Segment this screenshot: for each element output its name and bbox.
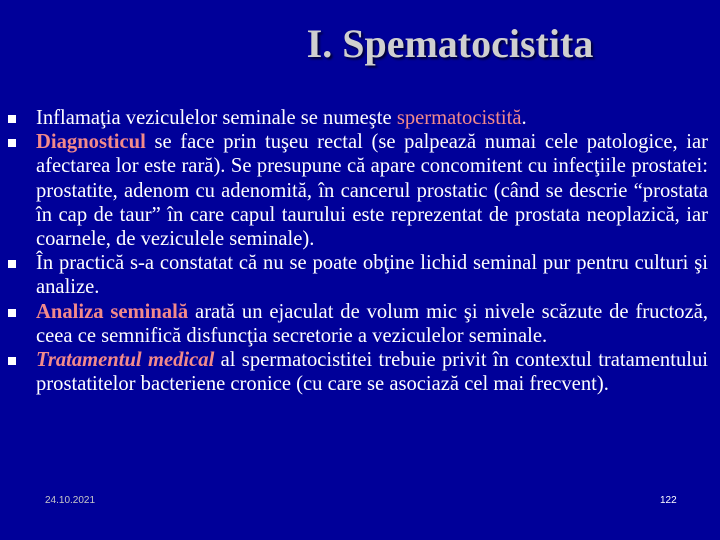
square-bullet-icon [8,357,16,365]
square-bullet-icon [8,115,16,123]
bullet-item [8,130,708,251]
bullet-highlight: Tratamentul medical [36,349,215,372]
bullet-text: se face prin tuşeu rectal (se palpează numai cele patologice, iar afectarea lor este rară). Se presupune că apare concomitent cu infecţiile prostatei: prostatite, adenom cu adenomită, în cancerul prostatic (când se descrie “prostata în cap de taur” în care capul taurului este reprezentat de prostata neoplazică, iar coarnele, de veziculele seminale). [36,131,708,251]
bullet-item [8,251,708,299]
bullet-text: În practică s-a constatat că nu se poate obţine lichid seminal pur pentru culturi şi analize. [36,252,708,299]
bullet-text: al spermatocistitei trebuie privit în contextul tratamentului prostatitelor bacteriene cronice (cu care se asociază cel mai frecvent). [36,349,708,396]
bullet-item [8,348,708,396]
square-bullet-icon [8,309,16,317]
bullet-list [8,106,708,396]
slide-date: 24.10.2021 [45,495,96,506]
bullet-text: Inflamaţia veziculelor seminale se numeşte [36,107,397,129]
bullet-item [8,300,708,348]
bullet-highlight: Diagnosticul [36,131,146,154]
bullet-text: arată un ejaculat de volum mic şi nivele scăzute de fructoză, ceea ce semnifică disfuncţia secretorie a veziculelor seminale. [36,300,709,347]
slide-title: I. Spematocistita [306,21,594,66]
square-bullet-icon [8,139,16,147]
bullet-highlight: Analiza seminală [36,300,189,323]
page-number: 122 [660,495,677,506]
bullet-highlight: spermatocistită [396,107,522,129]
bullet-item [8,106,708,130]
bullet-text: . [521,107,527,129]
square-bullet-icon [8,260,16,268]
